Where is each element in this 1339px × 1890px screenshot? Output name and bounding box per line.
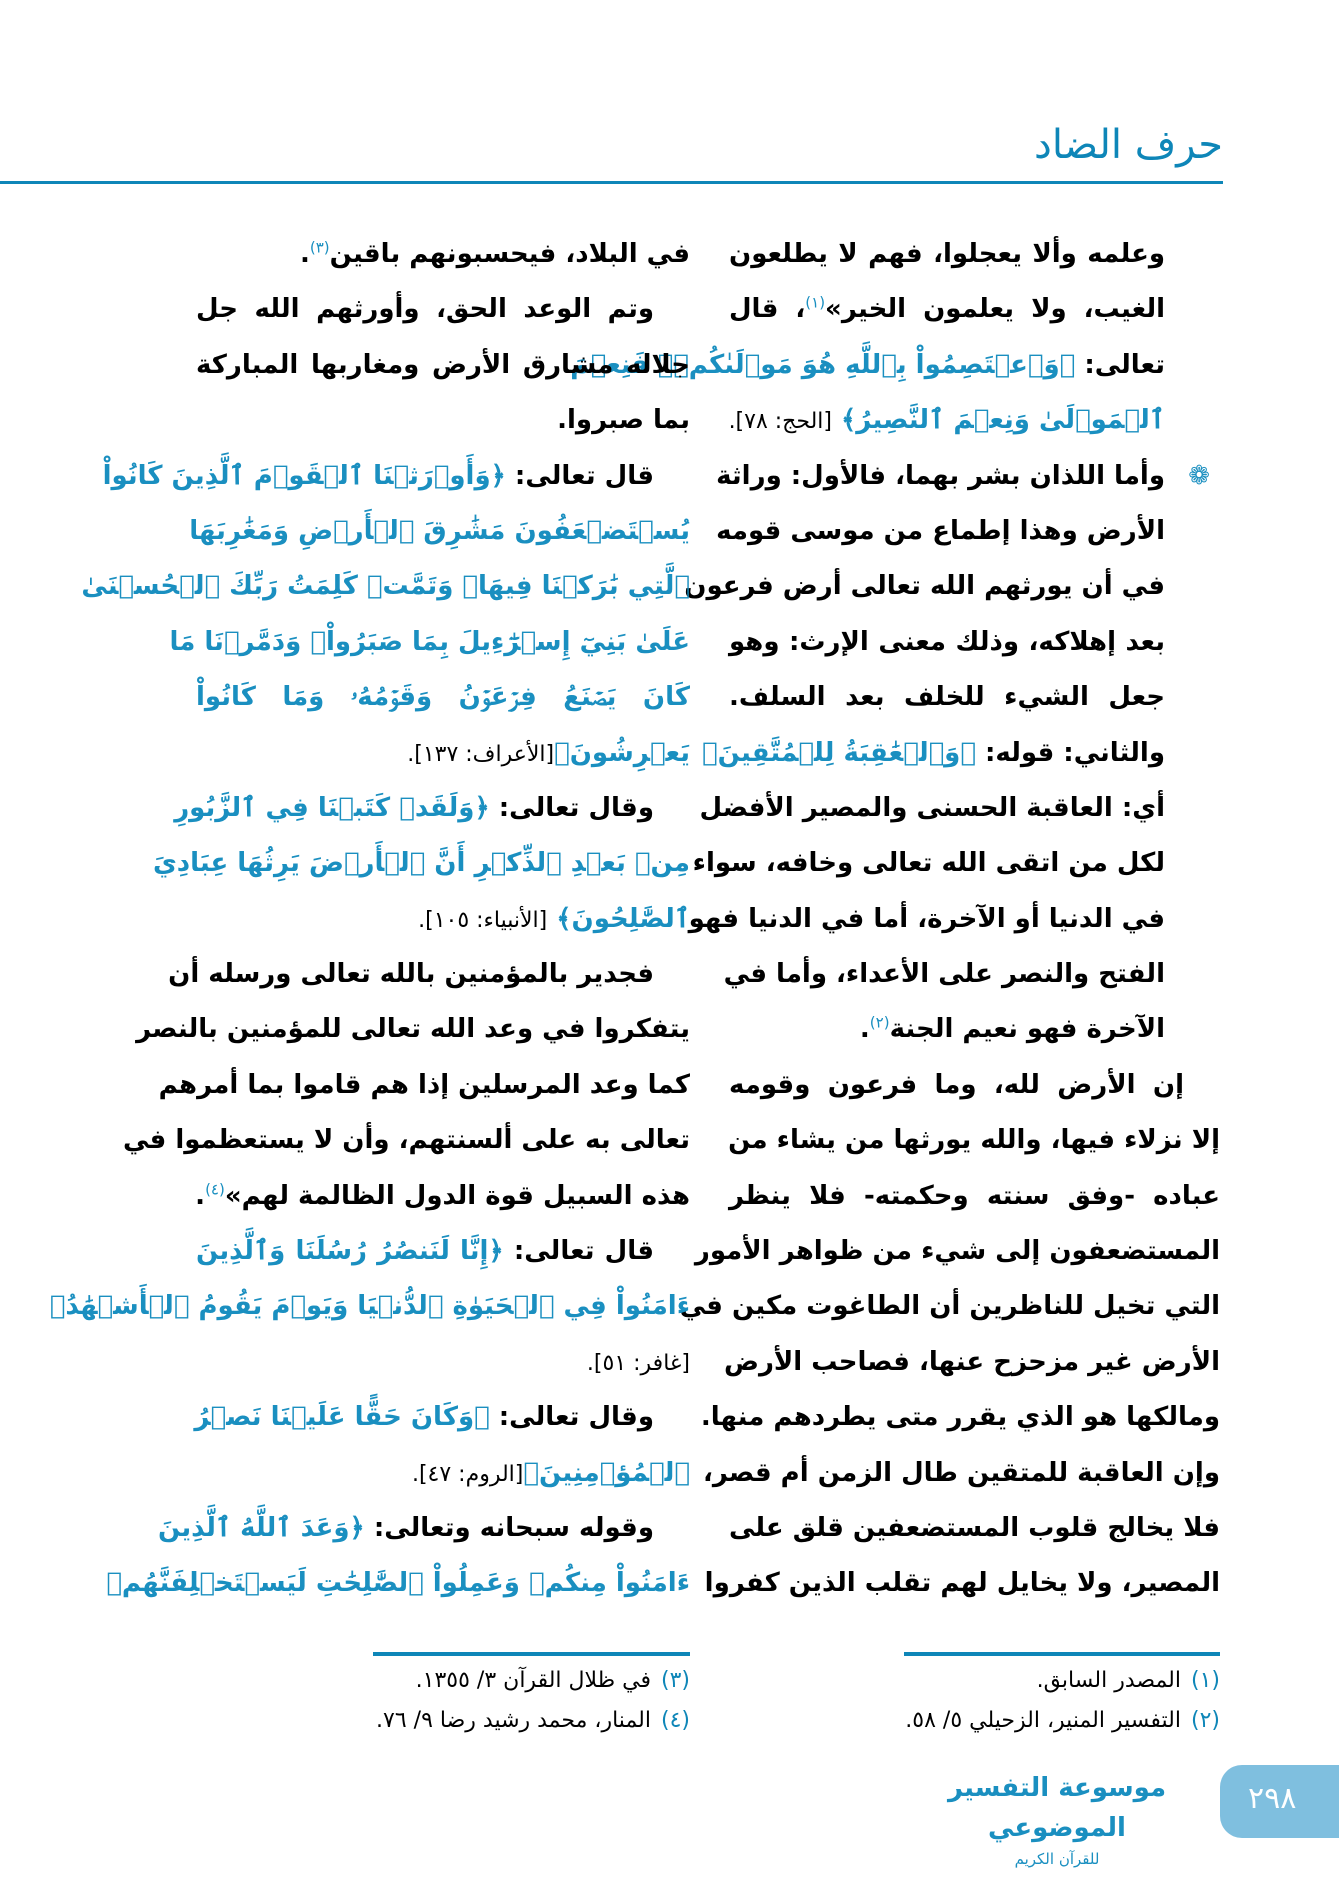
text-line bbox=[196, 1446, 690, 1501]
text-line bbox=[81, 559, 690, 614]
body-text: قال تعالى: bbox=[503, 1236, 654, 1267]
quran-verse: كَانَ يَصۡنَعُ فِرۡعَوۡنُ وَقَوۡمُهُۥ وَمَا كَانُواْ bbox=[196, 682, 690, 713]
verse-reference: [الروم: ٤٧]. bbox=[411, 1461, 524, 1487]
text-line bbox=[49, 1279, 690, 1334]
text-line bbox=[716, 449, 1210, 504]
footnote-text: في ظلال القرآن ٣/ ١٣٥٥. bbox=[415, 1668, 651, 1693]
text-line bbox=[692, 836, 1165, 891]
footnote-number: (٣) bbox=[660, 1668, 690, 1693]
quran-verse: ﴿وَأَوۡرَثۡنَا ٱلۡقَوۡمَ ٱلَّذِينَ كَانُواْ bbox=[102, 460, 506, 491]
footnote-text: التفسير المنير، الزحيلي ٥/ ٥٨. bbox=[905, 1708, 1181, 1733]
body-text: فلا يخالج قلوب المستضعفين قلق على bbox=[729, 1512, 1220, 1543]
verse-reference: [الأنبياء: ١٠٥]. bbox=[418, 907, 548, 933]
body-text: في أن يورثهم الله تعالى أرض فرعون bbox=[684, 571, 1165, 602]
text-line bbox=[102, 449, 690, 504]
body-text: وتم الوعد الحق، وأورثهم الله جل bbox=[196, 294, 654, 325]
body-text: أي: العاقبة الحسنى والمصير الأفضل bbox=[699, 792, 1165, 823]
text-line bbox=[729, 1169, 1220, 1224]
text-line bbox=[196, 1335, 690, 1390]
text-line bbox=[196, 1169, 690, 1224]
text-line bbox=[157, 1501, 690, 1556]
text-line bbox=[729, 1058, 1220, 1113]
text-line bbox=[729, 393, 1165, 448]
quran-verse: ءَامَنُواْ مِنكُمۡ وَعَمِلُواْ ٱلصَّٰلِحَٰتِ لَيَسۡتَخۡلِفَنَّهُمۡ bbox=[106, 1568, 690, 1599]
flower-bullet-icon: ❁ bbox=[1188, 460, 1210, 491]
text-line bbox=[688, 892, 1165, 947]
text-line bbox=[158, 1058, 690, 1113]
quran-verse: ٱلۡمُؤۡمِنِينَ﴾ bbox=[523, 1457, 690, 1488]
footnote-1 bbox=[1037, 1668, 1220, 1693]
body-text: في البلاد، فيحسبونهم باقين bbox=[329, 239, 690, 269]
footnote-number: (٤) bbox=[660, 1708, 690, 1733]
body-text: في الدنيا أو الآخرة، أما في الدنيا فهو bbox=[688, 903, 1165, 934]
body-text: جعل الشيء للخلف بعد السلف. bbox=[729, 682, 1165, 713]
verse-reference: [الأعراف: ١٣٧]. bbox=[407, 741, 555, 767]
text-line bbox=[729, 670, 1165, 725]
footnote-text: المصدر السابق. bbox=[1036, 1668, 1181, 1693]
text-line bbox=[679, 1279, 1220, 1334]
body-text: وإن العاقبة للمتقين طال الزمن أم قصر، bbox=[702, 1457, 1220, 1488]
body-text: . bbox=[195, 1180, 206, 1211]
footnote-divider-left bbox=[373, 1652, 690, 1656]
text-line bbox=[700, 1390, 1220, 1445]
text-line bbox=[684, 559, 1165, 614]
text-line bbox=[723, 1335, 1220, 1390]
body-text: . bbox=[859, 1014, 870, 1045]
text-line bbox=[716, 504, 1165, 559]
footnote-number: (٢) bbox=[1190, 1708, 1220, 1733]
text-line bbox=[729, 1002, 1165, 1057]
text-line bbox=[189, 504, 690, 559]
body-text: وعلمه وألا يعجلوا، فهم لا يطلعون bbox=[729, 239, 1165, 269]
text-line bbox=[729, 227, 1165, 282]
body-text: وأما اللذان بشر بهما، فالأول: وراثة bbox=[716, 460, 1165, 491]
body-text: إن الأرض لله، وما فرعون وقومه bbox=[729, 1069, 1184, 1100]
body-text: المستضعفون إلى شيء من ظواهر الأمور bbox=[694, 1236, 1220, 1267]
body-text: الغيب، ولا يعلمون الخير» bbox=[825, 294, 1165, 325]
body-text: كما وعد المرسلين إذا هم قاموا بما أمرهم bbox=[158, 1069, 690, 1100]
text-line bbox=[723, 947, 1165, 1002]
quran-verse: ٱلۡمَوۡلَىٰ وَنِعۡمَ ٱلنَّصِيرُ﴾ bbox=[832, 405, 1165, 436]
text-line bbox=[702, 1446, 1220, 1501]
quran-verse: يُسۡتَضۡعَفُونَ مَشَٰرِقَ ٱلۡأَرۡضِ وَمَغَٰرِبَهَا bbox=[189, 515, 690, 546]
body-text: التي تخيل للناظرين أن الطاغوت مكين في bbox=[679, 1291, 1220, 1322]
body-text: وقوله سبحانه وتعالى: bbox=[364, 1512, 654, 1543]
quran-verse: ﴿وَٱلۡعَٰقِبَةُ لِلۡمُتَّقِينَ﴾ bbox=[702, 737, 976, 768]
left-column bbox=[49, 227, 690, 1612]
text-line bbox=[136, 1002, 690, 1057]
text-line bbox=[704, 1556, 1220, 1611]
footnote-3 bbox=[416, 1668, 690, 1693]
quran-verse: ﴿وَكَانَ حَقًّا عَلَيۡنَا نَصۡرُ bbox=[194, 1402, 490, 1433]
text-line bbox=[729, 282, 1165, 337]
body-text: تعالى به على ألسنتهم، وأن لا يستعظموا في bbox=[122, 1125, 690, 1156]
quran-verse: ٱلَّتِي بَٰرَكۡنَا فِيهَاۖ وَتَمَّتۡ كَلِمَتُ رَبِّكَ ٱلۡحُسۡنَىٰ bbox=[81, 571, 690, 602]
body-text: بما صبروا. bbox=[557, 405, 690, 436]
footnote-2 bbox=[905, 1708, 1220, 1733]
body-text: يتفكروا في وعد الله تعالى للمؤمنين بالنصر bbox=[136, 1014, 690, 1045]
text-line bbox=[694, 1224, 1220, 1279]
body-text: عباده -وفق سنته وحكمته- فلا ينظر bbox=[729, 1180, 1220, 1211]
body-text: تعالى: bbox=[1075, 349, 1165, 380]
text-line bbox=[196, 282, 690, 337]
header-divider bbox=[0, 181, 1223, 184]
text-line bbox=[729, 1113, 1220, 1168]
footnote-number: (١) bbox=[1190, 1668, 1220, 1693]
text-line bbox=[174, 781, 690, 836]
footnote-marker[interactable]: (١) bbox=[805, 293, 826, 312]
text-line bbox=[729, 615, 1165, 670]
quran-verse: ﴿وَٱعۡتَصِمُواْ بِٱللَّهِ هُوَ مَوۡلَىٰكُمۡۖ فَنِعۡمَ bbox=[570, 349, 1076, 380]
text-line bbox=[196, 670, 690, 725]
body-text: والثاني: قوله: bbox=[975, 737, 1165, 768]
text-line bbox=[106, 1556, 690, 1611]
quran-verse: ﴿وَعَدَ ٱللَّهُ ٱلَّذِينَ bbox=[157, 1512, 365, 1543]
quran-verse: يَعۡرِشُونَ﴾ bbox=[554, 737, 690, 768]
text-line bbox=[729, 1501, 1220, 1556]
footnote-marker[interactable]: (٤) bbox=[205, 1179, 225, 1198]
body-text: بعد إهلاكه، وذلك معنى الإرث: وهو bbox=[729, 626, 1165, 657]
quran-verse: عَلَىٰ بَنِيٓ إِسۡرَٰٓءِيلَ بِمَا صَبَرُواْۖ وَدَمَّرۡنَا مَا bbox=[169, 626, 690, 657]
body-text: ، قال bbox=[729, 294, 806, 325]
body-text: الأرض وهذا إطماع من موسى قومه bbox=[716, 515, 1165, 546]
text-line bbox=[196, 726, 690, 781]
text-line bbox=[196, 393, 690, 448]
text-line bbox=[702, 726, 1165, 781]
page-number: ٢٩٨ bbox=[1248, 1781, 1297, 1816]
quran-verse: ءَامَنُواْ فِي ٱلۡحَيَوٰةِ ٱلدُّنۡيَا وَيَوۡمَ يَقُومُ ٱلۡأَشۡهَٰدُ﴾ bbox=[49, 1291, 690, 1322]
body-text: الآخرة فهو نعيم الجنة bbox=[889, 1014, 1165, 1045]
text-line bbox=[196, 1224, 690, 1279]
text-line bbox=[196, 338, 690, 393]
chapter-title: حرف الضاد bbox=[1034, 122, 1223, 168]
page-number-tab bbox=[1220, 1765, 1339, 1838]
body-text: ومالكها هو الذي يقرر متى يطردهم منها. bbox=[700, 1402, 1220, 1433]
text-line bbox=[699, 781, 1165, 836]
footnote-divider-right bbox=[904, 1652, 1220, 1656]
text-line bbox=[122, 1113, 690, 1168]
quran-verse: ٱلصَّٰلِحُونَ﴾ bbox=[547, 903, 690, 934]
footnote-marker[interactable]: (٢) bbox=[869, 1013, 890, 1032]
body-text: المصير، ولا يخايل لهم تقلب الذين كفروا bbox=[704, 1568, 1220, 1599]
verse-reference: [الحج: ٧٨]. bbox=[728, 409, 832, 435]
quran-verse: ﴿وَلَقَدۡ كَتَبۡنَا فِي ٱلزَّبُورِ bbox=[174, 792, 490, 823]
text-line bbox=[196, 892, 690, 947]
logo-title: موسوعة التفسير الموضوعي bbox=[947, 1773, 1167, 1843]
body-text: لكل من اتقى الله تعالى وخافه، سواء bbox=[692, 848, 1165, 879]
verse-reference: [غافر: ٥١]. bbox=[586, 1350, 690, 1376]
body-text: جلاله مشارق الأرض ومغاربها المباركة bbox=[196, 349, 690, 380]
body-text: الأرض غير مزحزح عنها، فصاحب الأرض bbox=[723, 1346, 1220, 1377]
quran-verse: ﴿إِنَّا لَنَنصُرُ رُسُلَنَا وَٱلَّذِينَ bbox=[196, 1236, 504, 1267]
text-line bbox=[152, 836, 690, 891]
body-text: الفتح والنصر على الأعداء، وأما في bbox=[723, 959, 1165, 990]
logo-subtitle: للقرآن الكريم bbox=[1014, 1850, 1100, 1868]
footnote-marker[interactable]: (٣) bbox=[309, 238, 330, 257]
body-text: . bbox=[299, 239, 310, 269]
quran-verse: مِنۢ بَعۡدِ ٱلذِّكۡرِ أَنَّ ٱلۡأَرۡضَ يَرِثُهَا عِبَادِيَ bbox=[152, 848, 690, 879]
text-line bbox=[570, 338, 1165, 393]
footnote-4 bbox=[376, 1708, 690, 1733]
body-text: إلا نزلاء فيها، والله يورثها من يشاء من bbox=[728, 1125, 1220, 1156]
text-line bbox=[168, 947, 690, 1002]
encyclopedia-logo bbox=[932, 1768, 1182, 1868]
body-text: فجدير بالمؤمنين بالله تعالى ورسله أن bbox=[168, 959, 654, 990]
body-text: قال تعالى: bbox=[505, 460, 654, 491]
body-text: وقال تعالى: bbox=[489, 792, 654, 823]
text-line bbox=[169, 615, 690, 670]
body-text: وقال تعالى: bbox=[489, 1402, 654, 1433]
footnote-text: المنار، محمد رشيد رضا ٩/ ٧٦. bbox=[376, 1708, 651, 1733]
text-line bbox=[196, 227, 690, 282]
text-line bbox=[196, 1390, 690, 1445]
body-text: هذه السبيل قوة الدول الظالمة لهم» bbox=[224, 1180, 690, 1211]
